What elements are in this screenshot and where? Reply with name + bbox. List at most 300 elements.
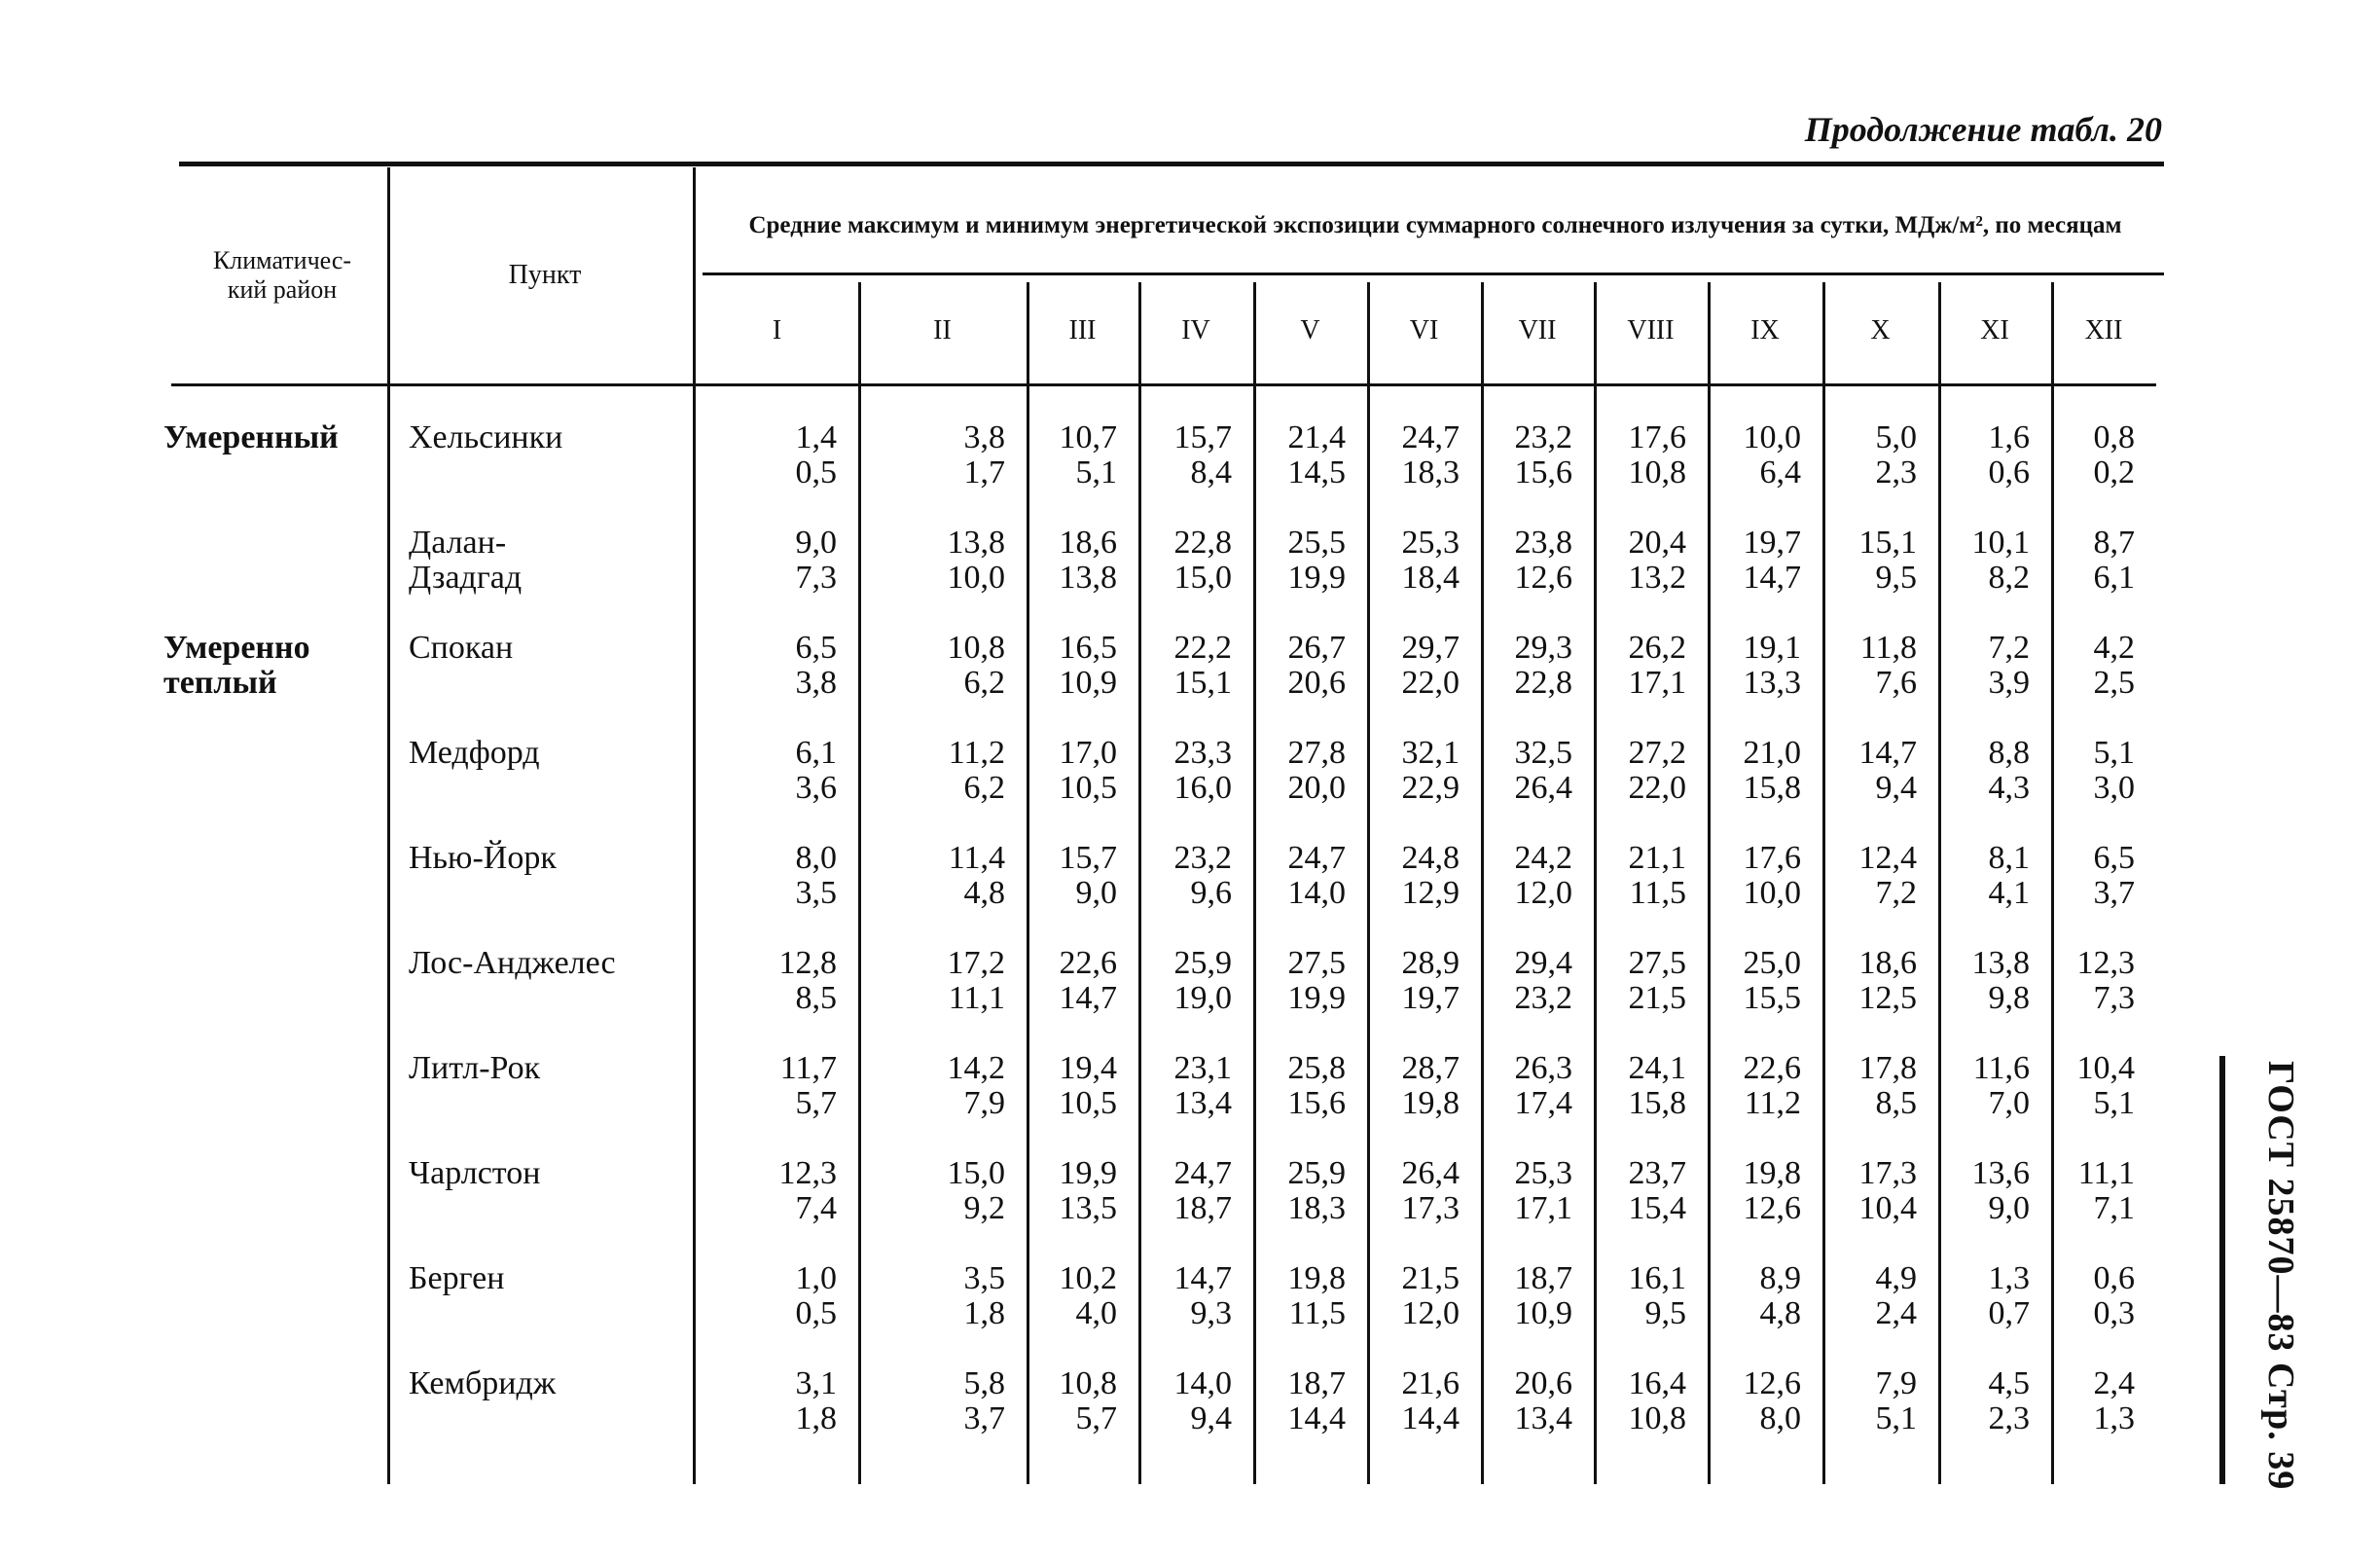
max-value: 28,9 xyxy=(1401,945,1460,981)
max-value: 23,7 xyxy=(1628,1155,1686,1191)
table-cell xyxy=(1708,1051,1801,1121)
max-value: 14,7 xyxy=(1858,735,1917,771)
max-value: 23,3 xyxy=(1173,735,1232,771)
table-cell xyxy=(1367,736,1460,806)
min-value: 8,5 xyxy=(1875,1085,1917,1121)
min-value: 8,0 xyxy=(1759,1400,1801,1436)
table-cell xyxy=(2051,526,2135,596)
table-cell xyxy=(1253,1366,1346,1436)
min-value: 14,7 xyxy=(1059,980,1117,1016)
max-value: 4,2 xyxy=(2093,630,2135,666)
max-value: 12,3 xyxy=(2076,945,2135,981)
max-value: 24,1 xyxy=(1628,1050,1686,1086)
header-solar-exposure: Средние максимум и минимум энергетической экспозиции суммарного солнечного излучения за сутки, МДж/м², по месяцам xyxy=(748,212,2122,238)
max-value: 5,8 xyxy=(963,1365,1005,1401)
table-cell xyxy=(1822,1156,1917,1226)
max-value: 18,6 xyxy=(1059,525,1117,561)
max-value: 19,7 xyxy=(1743,525,1801,561)
max-value: 12,4 xyxy=(1858,840,1917,876)
max-value: 22,6 xyxy=(1059,945,1117,981)
min-value: 0,3 xyxy=(2093,1295,2135,1331)
min-value: 16,0 xyxy=(1173,770,1232,806)
max-value: 10,8 xyxy=(1059,1365,1117,1401)
min-value: 14,5 xyxy=(1287,454,1346,490)
min-value: 23,2 xyxy=(1514,980,1572,1016)
place-name: Кембридж xyxy=(409,1365,557,1401)
min-value: 18,4 xyxy=(1401,560,1460,596)
min-value: 1,3 xyxy=(2093,1400,2135,1436)
table-cell xyxy=(1708,631,1801,701)
min-value: 6,2 xyxy=(963,770,1005,806)
min-value: 4,8 xyxy=(1759,1295,1801,1331)
min-value: 10,0 xyxy=(947,560,1005,596)
min-value: 20,6 xyxy=(1287,665,1346,701)
table-cell xyxy=(858,736,1005,806)
min-value: 13,3 xyxy=(1743,665,1801,701)
min-value: 7,3 xyxy=(795,560,837,596)
table-cell xyxy=(696,631,837,701)
min-value: 9,0 xyxy=(1988,1190,2030,1226)
max-value: 10,0 xyxy=(1743,419,1801,455)
table-cell xyxy=(1027,420,1117,490)
max-value: 6,5 xyxy=(795,630,837,666)
table-cell xyxy=(1481,1366,1572,1436)
table-cell xyxy=(1253,946,1346,1016)
min-value: 3,5 xyxy=(795,875,837,911)
table-cell xyxy=(1938,841,2030,911)
min-value: 18,3 xyxy=(1287,1190,1346,1226)
min-value: 9,8 xyxy=(1988,980,2030,1016)
min-value: 14,4 xyxy=(1287,1400,1346,1436)
table-cell xyxy=(1708,420,1801,490)
max-value: 1,6 xyxy=(1988,419,2030,455)
max-value: 4,9 xyxy=(1875,1260,1917,1296)
max-value: 6,1 xyxy=(795,735,837,771)
min-value: 0,6 xyxy=(1988,454,2030,490)
min-value: 11,1 xyxy=(948,980,1005,1016)
table-cell xyxy=(1938,420,2030,490)
min-value: 14,0 xyxy=(1287,875,1346,911)
table-cell xyxy=(2051,736,2135,806)
min-value: 14,7 xyxy=(1743,560,1801,596)
table-cell xyxy=(1708,1156,1801,1226)
min-value: 6,2 xyxy=(963,665,1005,701)
table-cell xyxy=(1708,526,1801,596)
table-cell xyxy=(1938,1051,2030,1121)
table-cell xyxy=(696,841,837,911)
max-value: 24,2 xyxy=(1514,840,1572,876)
header-place: Пункт xyxy=(508,260,582,290)
month-header: I xyxy=(772,315,782,345)
max-value: 26,3 xyxy=(1514,1050,1572,1086)
table-cell xyxy=(696,1156,837,1226)
table-cell xyxy=(858,1261,1005,1331)
table-cell xyxy=(1367,526,1460,596)
table-cell xyxy=(2051,1156,2135,1226)
min-value: 12,0 xyxy=(1514,875,1572,911)
min-value: 9,4 xyxy=(1190,1400,1232,1436)
max-value: 9,0 xyxy=(795,525,837,561)
min-value: 21,5 xyxy=(1628,980,1686,1016)
table-cell xyxy=(1253,841,1346,911)
max-value: 11,2 xyxy=(948,735,1005,771)
min-value: 26,4 xyxy=(1514,770,1572,806)
table-cell xyxy=(1138,1366,1232,1436)
table-cell xyxy=(2051,1366,2135,1436)
table-cell xyxy=(1481,1261,1572,1331)
max-value: 16,5 xyxy=(1059,630,1117,666)
table-cell xyxy=(1481,420,1572,490)
min-value: 15,5 xyxy=(1743,980,1801,1016)
min-value: 10,0 xyxy=(1743,875,1801,911)
table-cell xyxy=(1938,631,2030,701)
max-value: 7,2 xyxy=(1988,630,2030,666)
table-cell xyxy=(1822,736,1917,806)
min-value: 14,4 xyxy=(1401,1400,1460,1436)
min-value: 1,7 xyxy=(963,454,1005,490)
min-value: 4,8 xyxy=(963,875,1005,911)
max-value: 26,2 xyxy=(1628,630,1686,666)
min-value: 3,8 xyxy=(795,665,837,701)
table-cell xyxy=(1253,1051,1346,1121)
table-cell xyxy=(1594,736,1686,806)
table-cell xyxy=(1027,1261,1117,1331)
table-cell xyxy=(696,946,837,1016)
max-value: 5,1 xyxy=(2093,735,2135,771)
table-cell xyxy=(696,736,837,806)
table-cell xyxy=(1138,736,1232,806)
table-cell xyxy=(1027,631,1117,701)
max-value: 21,5 xyxy=(1401,1260,1460,1296)
min-value: 6,1 xyxy=(2093,560,2135,596)
min-value: 11,5 xyxy=(1288,1295,1346,1331)
table-cell xyxy=(858,1156,1005,1226)
min-value: 13,4 xyxy=(1173,1085,1232,1121)
max-value: 1,4 xyxy=(795,419,837,455)
max-value: 11,4 xyxy=(948,840,1005,876)
max-value: 27,5 xyxy=(1628,945,1686,981)
min-value: 6,4 xyxy=(1759,454,1801,490)
min-value: 18,7 xyxy=(1173,1190,1232,1226)
min-value: 13,4 xyxy=(1514,1400,1572,1436)
max-value: 3,8 xyxy=(963,419,1005,455)
side-bar xyxy=(2219,1056,2254,1484)
max-value: 21,6 xyxy=(1401,1365,1460,1401)
min-value: 1,8 xyxy=(795,1400,837,1436)
table-cell xyxy=(1594,631,1686,701)
max-value: 22,8 xyxy=(1173,525,1232,561)
table-cell xyxy=(1938,526,2030,596)
min-value: 10,8 xyxy=(1628,454,1686,490)
max-value: 19,8 xyxy=(1287,1260,1346,1296)
table-cell xyxy=(1027,841,1117,911)
table-cell xyxy=(858,420,1005,490)
min-value: 3,0 xyxy=(2093,770,2135,806)
max-value: 27,5 xyxy=(1287,945,1346,981)
max-value: 5,0 xyxy=(1875,419,1917,455)
month-header: II xyxy=(933,315,952,345)
table-cell xyxy=(1708,1366,1801,1436)
table-cell xyxy=(1594,526,1686,596)
max-value: 8,0 xyxy=(795,840,837,876)
max-value: 23,2 xyxy=(1173,840,1232,876)
table-cell xyxy=(1367,1261,1460,1331)
table-cell xyxy=(1253,1261,1346,1331)
table-cell xyxy=(1138,946,1232,1016)
table-cell xyxy=(1138,631,1232,701)
max-value: 28,7 xyxy=(1401,1050,1460,1086)
max-value: 13,8 xyxy=(1971,945,2030,981)
max-value: 24,7 xyxy=(1401,419,1460,455)
min-value: 2,4 xyxy=(1875,1295,1917,1331)
max-value: 25,3 xyxy=(1514,1155,1572,1191)
min-value: 3,6 xyxy=(795,770,837,806)
table-cell xyxy=(1938,1156,2030,1226)
climatic-region: Умеренно теплый xyxy=(163,630,310,701)
max-value: 20,6 xyxy=(1514,1365,1572,1401)
min-value: 17,1 xyxy=(1628,665,1686,701)
min-value: 15,8 xyxy=(1743,770,1801,806)
min-value: 12,6 xyxy=(1743,1190,1801,1226)
table-cell xyxy=(1481,736,1572,806)
max-value: 18,7 xyxy=(1514,1260,1572,1296)
table-cell xyxy=(1367,1366,1460,1436)
min-value: 19,9 xyxy=(1287,980,1346,1016)
table-cell xyxy=(2051,946,2135,1016)
min-value: 22,9 xyxy=(1401,770,1460,806)
min-value: 9,4 xyxy=(1875,770,1917,806)
table-cell xyxy=(1594,1051,1686,1121)
min-value: 5,1 xyxy=(2093,1085,2135,1121)
max-value: 0,8 xyxy=(2093,419,2135,455)
max-value: 19,4 xyxy=(1059,1050,1117,1086)
side-standard-label: ГОСТ 25870—83 Стр. 39 xyxy=(2260,1061,2301,1491)
max-value: 19,9 xyxy=(1059,1155,1117,1191)
max-value: 13,6 xyxy=(1971,1155,2030,1191)
table-cell xyxy=(1594,420,1686,490)
table-cell xyxy=(1938,1261,2030,1331)
month-header: XI xyxy=(1980,315,2009,345)
min-value: 15,4 xyxy=(1628,1190,1686,1226)
table-cell xyxy=(1822,420,1917,490)
max-value: 25,8 xyxy=(1287,1050,1346,1086)
table-cell xyxy=(1138,526,1232,596)
place-name: Литл-Рок xyxy=(409,1050,541,1086)
max-value: 14,0 xyxy=(1173,1365,1232,1401)
table-cell xyxy=(1027,1051,1117,1121)
min-value: 10,4 xyxy=(1858,1190,1917,1226)
min-value: 5,7 xyxy=(1075,1400,1117,1436)
min-value: 5,1 xyxy=(1075,454,1117,490)
min-value: 3,7 xyxy=(2093,875,2135,911)
max-value: 21,1 xyxy=(1628,840,1686,876)
table-cell xyxy=(1481,526,1572,596)
table-cell xyxy=(858,946,1005,1016)
max-value: 8,8 xyxy=(1988,735,2030,771)
max-value: 24,8 xyxy=(1401,840,1460,876)
min-value: 19,7 xyxy=(1401,980,1460,1016)
place-name: Спокан xyxy=(409,630,514,666)
table-cell xyxy=(1822,1261,1917,1331)
max-value: 3,1 xyxy=(795,1365,837,1401)
table-cell xyxy=(2051,420,2135,490)
min-value: 9,0 xyxy=(1075,875,1117,911)
min-value: 2,3 xyxy=(1875,454,1917,490)
max-value: 7,9 xyxy=(1875,1365,1917,1401)
table-cell xyxy=(1027,1156,1117,1226)
min-value: 0,5 xyxy=(795,1295,837,1331)
max-value: 19,1 xyxy=(1743,630,1801,666)
table-cell xyxy=(858,1366,1005,1436)
table-cell xyxy=(1027,526,1117,596)
max-value: 12,8 xyxy=(778,945,837,981)
min-value: 17,1 xyxy=(1514,1190,1572,1226)
max-value: 17,6 xyxy=(1628,419,1686,455)
max-value: 10,7 xyxy=(1059,419,1117,455)
table-cell xyxy=(1138,420,1232,490)
table-cell xyxy=(696,1261,837,1331)
max-value: 10,1 xyxy=(1971,525,2030,561)
min-value: 7,9 xyxy=(963,1085,1005,1121)
max-value: 22,2 xyxy=(1173,630,1232,666)
table-cell xyxy=(1938,1366,2030,1436)
place-name: Берген xyxy=(409,1260,505,1296)
min-value: 10,8 xyxy=(1628,1400,1686,1436)
min-value: 4,0 xyxy=(1075,1295,1117,1331)
max-value: 6,5 xyxy=(2093,840,2135,876)
max-value: 10,8 xyxy=(947,630,1005,666)
max-value: 24,7 xyxy=(1287,840,1346,876)
max-value: 10,4 xyxy=(2076,1050,2135,1086)
max-value: 8,1 xyxy=(1988,840,2030,876)
max-value: 11,6 xyxy=(1972,1050,2030,1086)
table-caption: Продолжение табл. 20 xyxy=(1804,110,2162,149)
place-name: Далан- Дзадгад xyxy=(409,525,523,596)
max-value: 26,4 xyxy=(1401,1155,1460,1191)
max-value: 11,7 xyxy=(779,1050,837,1086)
table-cell xyxy=(696,526,837,596)
max-value: 25,3 xyxy=(1401,525,1460,561)
max-value: 15,7 xyxy=(1059,840,1117,876)
table-cell xyxy=(1367,631,1460,701)
min-value: 7,0 xyxy=(1988,1085,2030,1121)
min-value: 1,8 xyxy=(963,1295,1005,1331)
max-value: 20,4 xyxy=(1628,525,1686,561)
table-cell xyxy=(1027,1366,1117,1436)
max-value: 1,0 xyxy=(795,1260,837,1296)
max-value: 13,8 xyxy=(947,525,1005,561)
max-value: 8,9 xyxy=(1759,1260,1801,1296)
min-value: 9,3 xyxy=(1190,1295,1232,1331)
min-value: 22,0 xyxy=(1628,770,1686,806)
min-value: 15,8 xyxy=(1628,1085,1686,1121)
min-value: 4,3 xyxy=(1988,770,2030,806)
max-value: 8,7 xyxy=(2093,525,2135,561)
max-value: 15,1 xyxy=(1858,525,1917,561)
min-value: 9,2 xyxy=(963,1190,1005,1226)
min-value: 7,6 xyxy=(1875,665,1917,701)
table-cell xyxy=(1708,841,1801,911)
max-value: 23,1 xyxy=(1173,1050,1232,1086)
subheader-rule xyxy=(703,272,2164,275)
max-value: 1,3 xyxy=(1988,1260,2030,1296)
min-value: 13,8 xyxy=(1059,560,1117,596)
place-name: Нью-Йорк xyxy=(409,840,557,876)
table-cell xyxy=(1594,841,1686,911)
max-value: 17,6 xyxy=(1743,840,1801,876)
table-cell xyxy=(1367,1051,1460,1121)
min-value: 10,5 xyxy=(1059,770,1117,806)
table-cell xyxy=(1481,1156,1572,1226)
table-cell xyxy=(858,1051,1005,1121)
max-value: 29,3 xyxy=(1514,630,1572,666)
max-value: 14,7 xyxy=(1173,1260,1232,1296)
table-cell xyxy=(1594,946,1686,1016)
min-value: 7,2 xyxy=(1875,875,1917,911)
max-value: 15,0 xyxy=(947,1155,1005,1191)
min-value: 9,5 xyxy=(1644,1295,1686,1331)
max-value: 2,4 xyxy=(2093,1365,2135,1401)
max-value: 18,7 xyxy=(1287,1365,1346,1401)
table-cell xyxy=(1708,1261,1801,1331)
table-cell xyxy=(2051,1261,2135,1331)
min-value: 8,2 xyxy=(1988,560,2030,596)
max-value: 21,0 xyxy=(1743,735,1801,771)
min-value: 15,6 xyxy=(1287,1085,1346,1121)
min-value: 12,6 xyxy=(1514,560,1572,596)
table-cell xyxy=(1708,736,1801,806)
table-cell xyxy=(1481,841,1572,911)
min-value: 5,7 xyxy=(795,1085,837,1121)
table-cell xyxy=(1822,631,1917,701)
min-value: 8,5 xyxy=(795,980,837,1016)
min-value: 17,4 xyxy=(1514,1085,1572,1121)
top-rule xyxy=(179,162,2164,166)
table-cell xyxy=(1138,1051,1232,1121)
table-cell xyxy=(1027,946,1117,1016)
max-value: 22,6 xyxy=(1743,1050,1801,1086)
min-value: 22,8 xyxy=(1514,665,1572,701)
table-cell xyxy=(1367,420,1460,490)
min-value: 3,7 xyxy=(963,1400,1005,1436)
min-value: 19,0 xyxy=(1173,980,1232,1016)
min-value: 2,3 xyxy=(1988,1400,2030,1436)
table-cell xyxy=(1822,1051,1917,1121)
max-value: 25,5 xyxy=(1287,525,1346,561)
table-cell xyxy=(858,631,1005,701)
max-value: 32,5 xyxy=(1514,735,1572,771)
min-value: 10,9 xyxy=(1514,1295,1572,1331)
month-header: IX xyxy=(1750,315,1780,345)
min-value: 2,5 xyxy=(2093,665,2135,701)
climatic-region: Умеренный xyxy=(163,419,339,455)
max-value: 16,1 xyxy=(1628,1260,1686,1296)
min-value: 19,9 xyxy=(1287,560,1346,596)
table-cell xyxy=(2051,841,2135,911)
table-cell xyxy=(858,841,1005,911)
max-value: 32,1 xyxy=(1401,735,1460,771)
max-value: 29,7 xyxy=(1401,630,1460,666)
min-value: 12,0 xyxy=(1401,1295,1460,1331)
max-value: 0,6 xyxy=(2093,1260,2135,1296)
min-value: 11,5 xyxy=(1629,875,1686,911)
table-cell xyxy=(2051,631,2135,701)
max-value: 23,2 xyxy=(1514,419,1572,455)
max-value: 14,2 xyxy=(947,1050,1005,1086)
max-value: 16,4 xyxy=(1628,1365,1686,1401)
min-value: 0,7 xyxy=(1988,1295,2030,1331)
month-header: IV xyxy=(1181,315,1210,345)
